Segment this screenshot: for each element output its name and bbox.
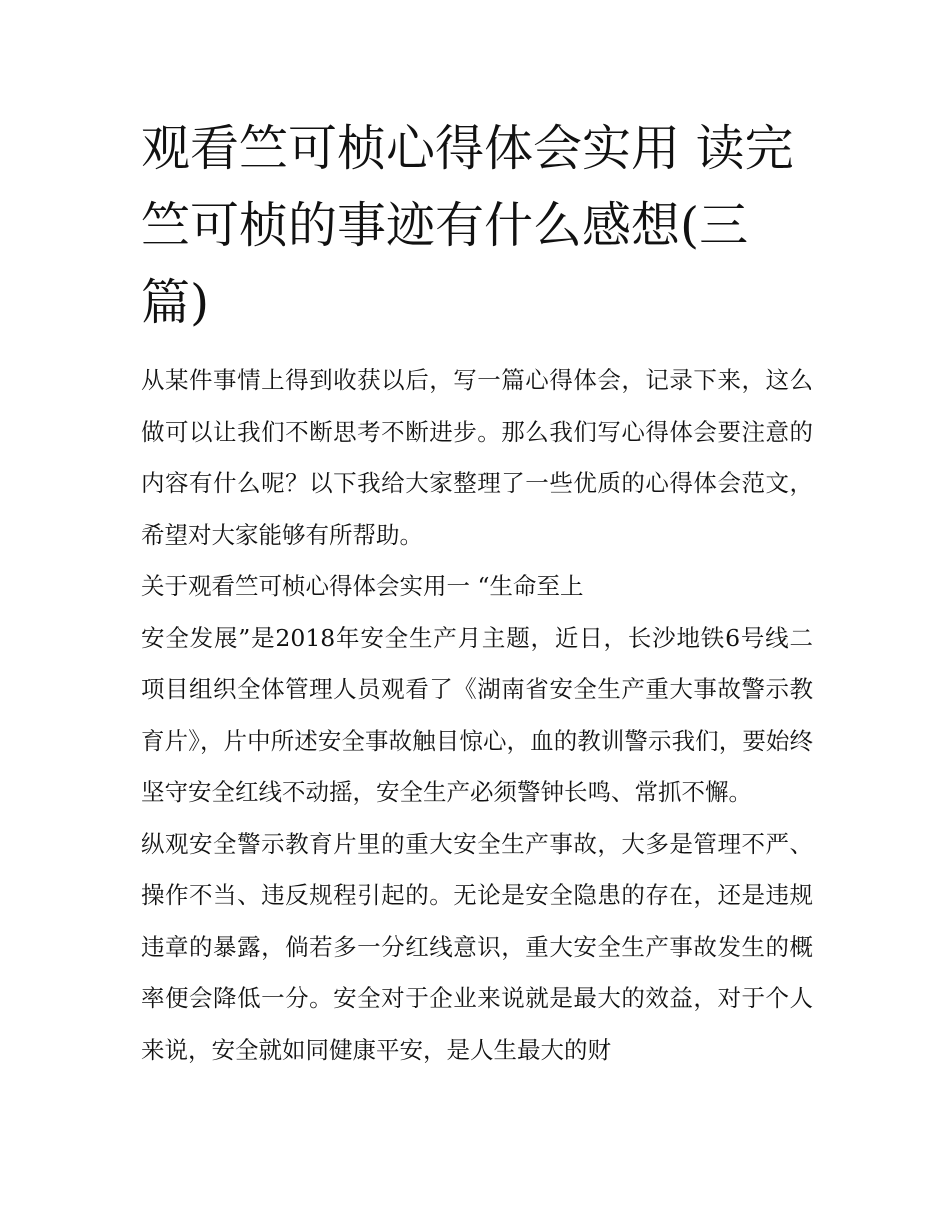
intro-paragraph: 从某件事情上得到收获以后，写一篇心得体会，记录下来，这么做可以让我们不断思考不断进步。那么我们写心得体会要注意的内容有什么呢？以下我给大家整理了一些优质的心得体会范文，希望对大家能够有所帮助。 <box>141 366 813 549</box>
body-paragraph: 安全发展”是2018年安全生产月主题，近日，长沙地铁6号线二项目组织全体管理人员观看了《湖南省安全生产重大事故警示教育片》，片中所述安全事故触目惊心，血的教训警示我们，要始终坚守安全红线不动摇，安全生产必须警钟长鸣、常抓不懈。 <box>141 623 813 806</box>
section-heading: 关于观看竺可桢心得体会实用一 “生命至上 <box>141 572 584 600</box>
document-content <box>141 110 813 1076</box>
document-title: 观看竺可桢心得体会实用 读完竺可桢的事迹有什么感想(三篇) <box>141 120 794 331</box>
body-paragraph: 纵观安全警示教育片里的重大安全生产事故，大多是管理不严、操作不当、违反规程引起的。无论是安全隐患的存在，还是违规违章的暴露，倘若多一分红线意识，重大安全生产事故发生的概率便会降低一分。安全对于企业来说就是最大的效益，对于个人来说，安全就如同健康平安，是人生最大的财 <box>141 829 813 1064</box>
